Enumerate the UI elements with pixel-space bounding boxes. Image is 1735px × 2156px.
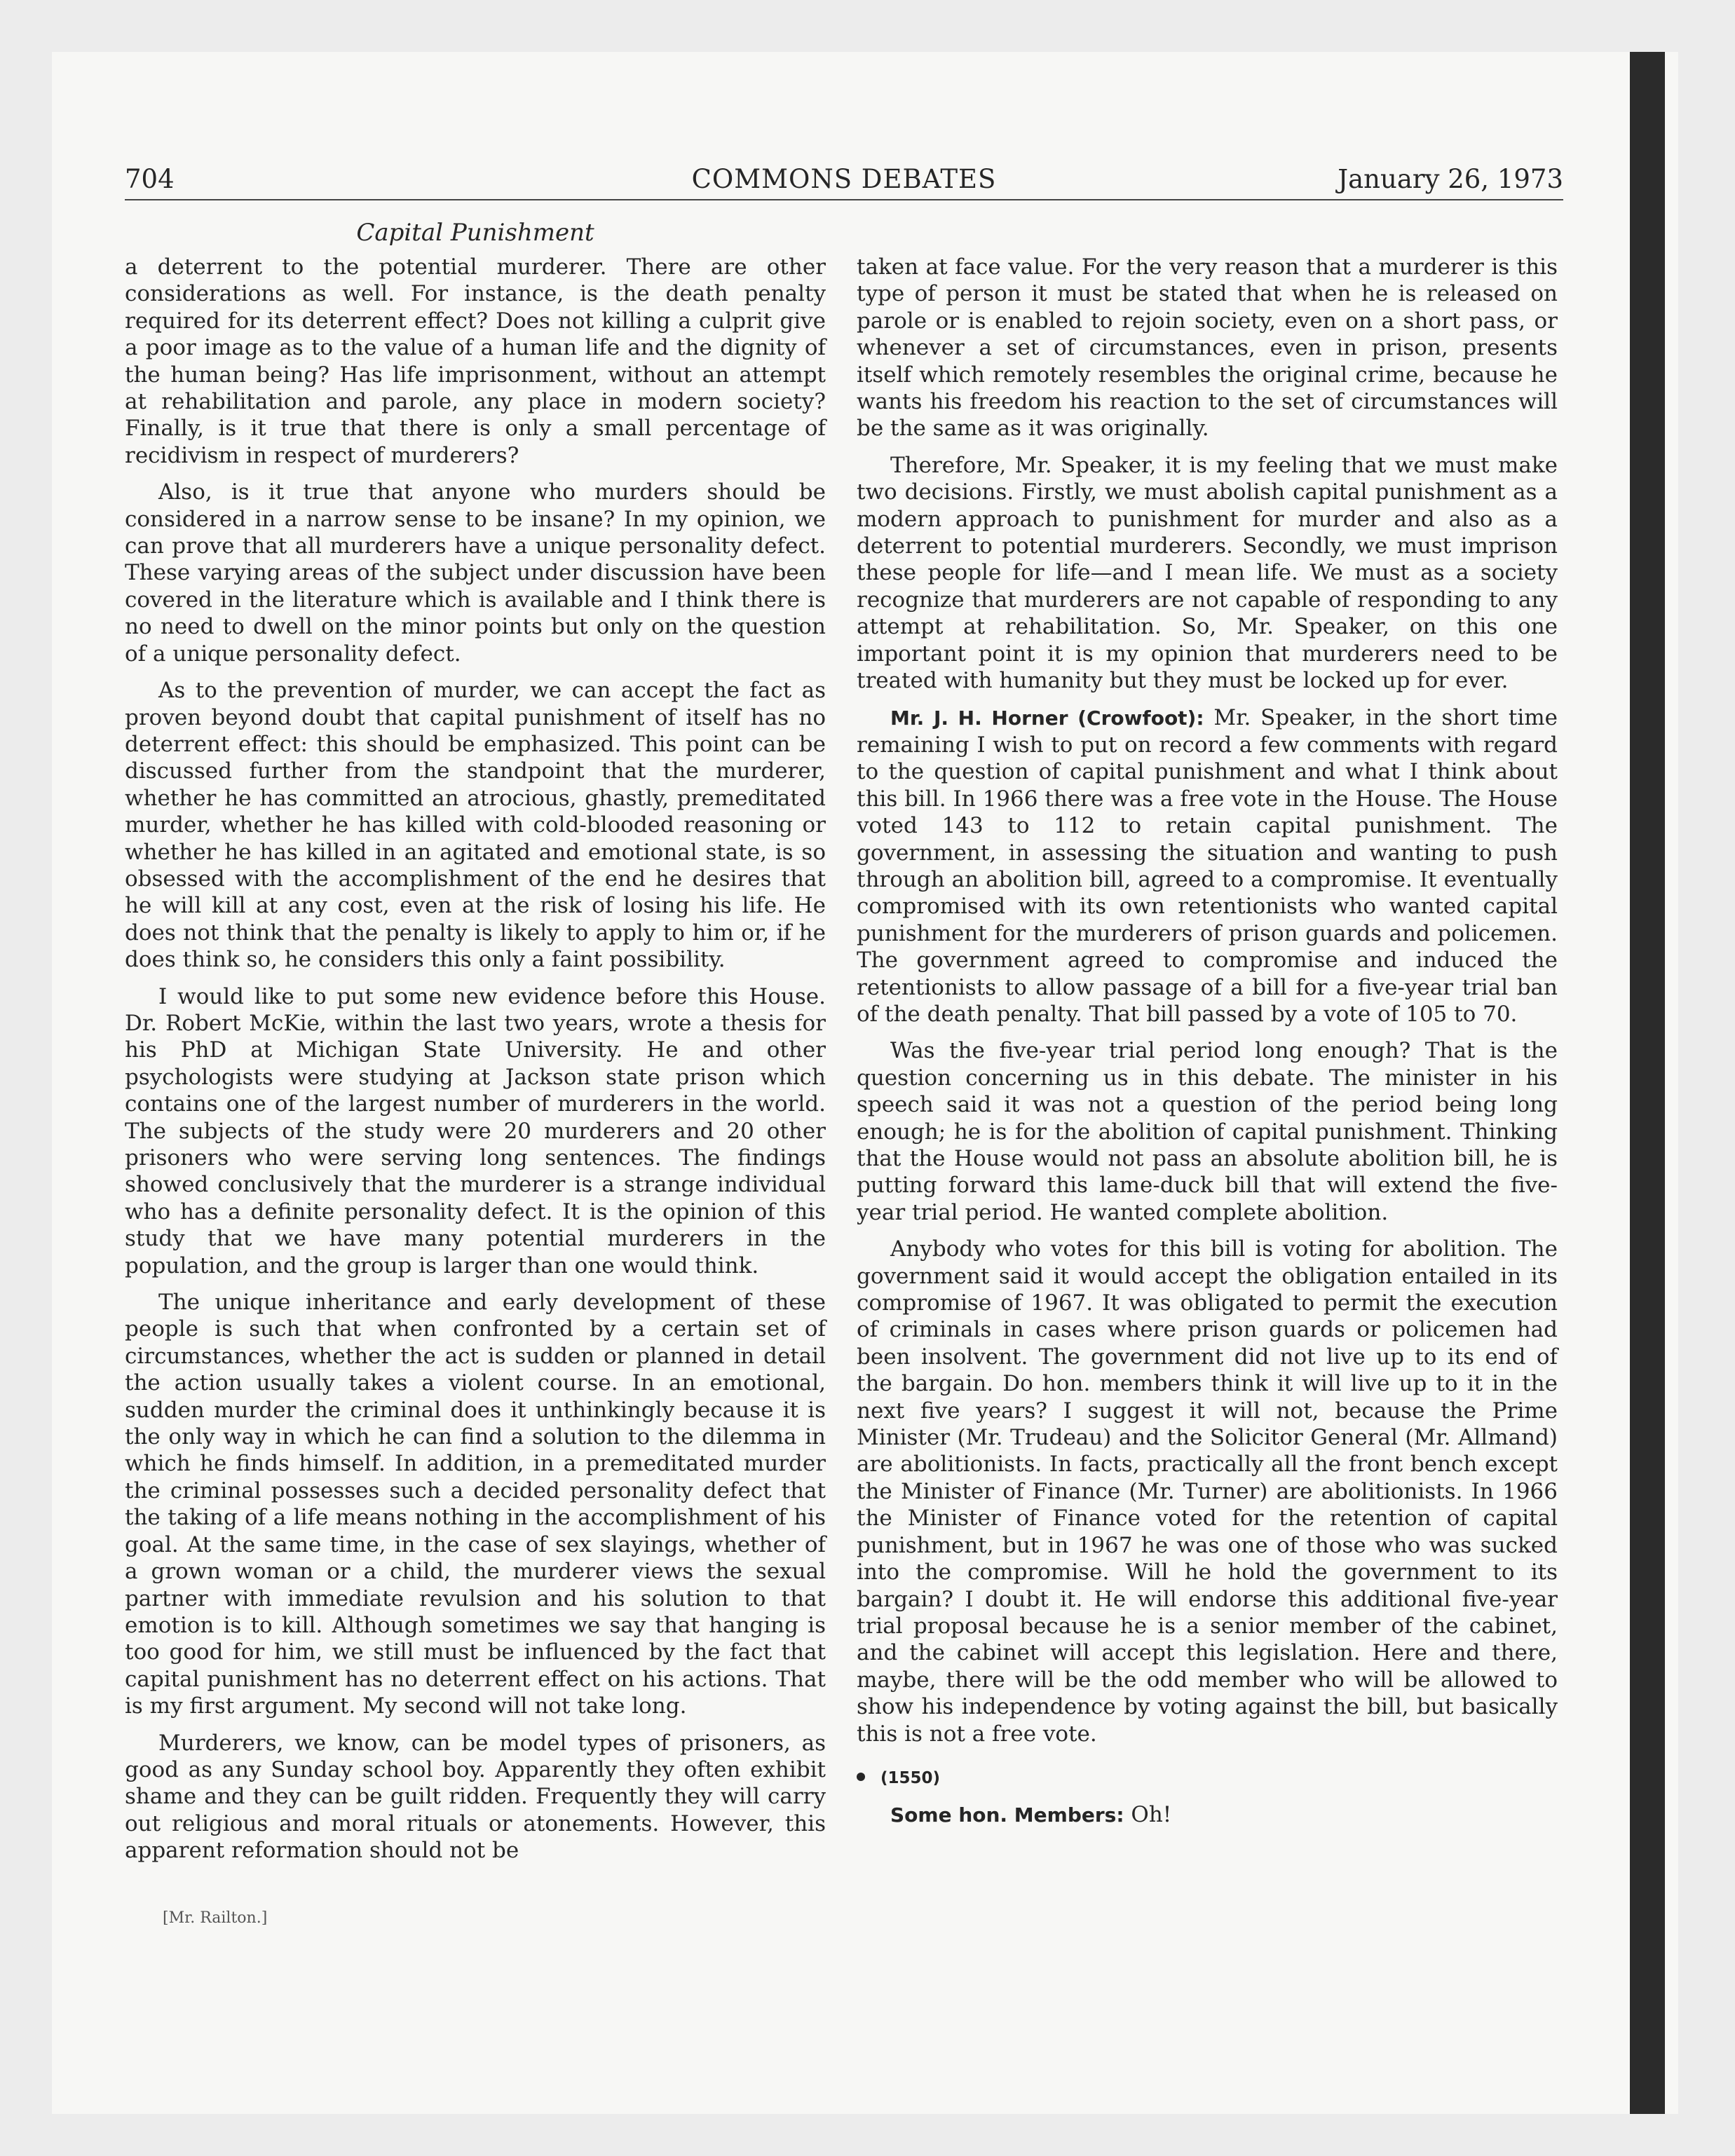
paragraph: As to the prevention of murder, we can accept the fact as proven beyond doubt that capital punishment of itself has no deterrent effect: this should be emphasized. This point can be discussed further from the standpoint that the murderer, whether he has committed an atrocious, ghastly, premeditated murder, whether he has killed with cold-blooded reasoning or whether he has killed in an agitated and emotional state, is so obsessed with the accomplishment of the end he desires that he will kill at any cost, even at the risk of losing his life. He does not think that the penalty is likely to apply to him or, if he does think so, he considers this only a faint possibility. xyxy=(125,678,826,973)
paragraph: Therefore, Mr. Speaker, it is my feeling that we must make two decisions. Firstly, we must abolish capital punishment as a modern approach to punishment for murder and also as a deterrent to potential murderers. Secondly, we must imprison these people for life—and I mean life. We must as a society recognize that murderers are not capable of responding to any attempt at rehabilitation. So, Mr. Speaker, on this one important point it is my opinion that murderers need to be treated with humanity but they must be locked up for ever. xyxy=(857,452,1558,694)
speech-members xyxy=(857,1801,1558,1829)
issue-date: January 26, 1973 xyxy=(1338,164,1563,194)
paragraph: Anybody who votes for this bill is voting for abolition. The government said it would accept the obligation entailed in its compromise of 1967. It was obligated to permit the execution of criminals in cases where prison guards or policemen had been insolvent. The government did not live up to its end of the bargain. Do hon. members think it will live up to it in the next five years? I suggest it will not, because the Prime Minister (Mr. Trudeau) and the Solicitor General (Mr. Allmand) are abolitionists. In facts, practically all the front bench except the Minister of Finance (Mr. Turner) are abolitionists. In 1966 the Minister of Finance voted for the retention of capital punishment, but in 1967 he was one of those who was sucked into the compromise. Will he hold the government to its bargain? I doubt it. He will endorse this additional five-year trial proposal because he is a senior member of the cabinet, and the cabinet will accept this legislation. Here and there, maybe, there will be the odd member who will be allowed to show his independence by voting against the bill, but basically this is not a free vote. xyxy=(857,1236,1558,1747)
bullet-icon xyxy=(857,1773,865,1781)
paragraph: I would like to put some new evidence before this House. Dr. Robert McKie, within the last two years, wrote a thesis for his PhD at Michigan State University. He and other psychologists were studying at Jackson state prison which contains one of the largest number of murderers in the world. The subjects of the study were 20 murderers and 20 other prisoners who were serving long sentences. The findings showed conclusively that the murderer is a strange individual who has a definite personality defect. It is the opinion of this study that we have many potential murderers in the population, and the group is larger than one would think. xyxy=(125,983,826,1278)
running-head xyxy=(125,160,1563,200)
paragraph: Also, is it true that anyone who murders should be considered in a narrow sense to be insane? In my opinion, we can prove that all murderers have a unique personality defect. These varying areas of the subject under discussion have been covered in the literature which is available and I think there is no need to dwell on the minor points but only on the question of a unique personality defect. xyxy=(125,479,826,667)
publication-title: COMMONS DEBATES xyxy=(691,164,997,194)
speaker-name: Some hon. Members: xyxy=(890,1803,1124,1827)
scan-edge xyxy=(1630,52,1665,2114)
speaker-footnote: [Mr. Railton.] xyxy=(163,1909,268,1927)
speech-horner xyxy=(857,704,1558,1028)
page-number: 704 xyxy=(125,164,175,194)
left-column xyxy=(125,254,826,1874)
right-column xyxy=(857,254,1558,1839)
speech-text: Oh! xyxy=(1124,1802,1172,1828)
paragraph: taken at face value. For the very reason that a murderer is this type of person it must be stated that when he is released on parole or is enabled to rejoin society, even on a short pass, or whenever a set of circumstances, even in prison, presents itself which remotely resembles the original crime, because he wants his freedom his reaction to the set of circumstances will be the same as it was originally. xyxy=(857,254,1558,442)
paragraph: The unique inheritance and early development of these people is such that when confronted by a certain set of circumstances, whether the act is sudden or planned in detail the action usually takes a violent course. In an emotional, sudden murder the criminal does it unthinkingly because it is the only way in which he can find a solution to the dilemma in which he finds himself. In addition, in a premeditated murder the criminal possesses such a decided personality defect that the taking of a life means nothing in the accomplishment of his goal. At the same time, in the case of sex slayings, whether of a grown woman or a child, the murderer views the sexual partner with immediate revulsion and his solution to that emotion is to kill. Although sometimes we say that hanging is too good for him, we still must be influenced by the fact that capital punishment has no deterrent effect on his actions. That is my first argument. My second will not take long. xyxy=(125,1290,826,1719)
timestamp-line xyxy=(857,1763,1558,1792)
paragraph: a deterrent to the potential murderer. There are other considerations as well. For instance, is the death penalty required for its deterrent effect? Does not killing a culprit give a poor image as to the value of a human life and the dignity of the human being? Has life imprisonment, without an attempt at rehabilitation and parole, any place in modern society? Finally, is it true that there is only a small percentage of recidivism in respect of murderers? xyxy=(125,254,826,468)
section-title: Capital Punishment xyxy=(356,219,594,247)
speech-text: Mr. Speaker, in the short time remaining I wish to put on record a few comments with regard to the question of capital punishment and what I think about this bill. In 1966 there was a free vote in the House. The House voted 143 to 112 to retain capital punishment. The government, in assessing the situation and wanting to push through an abolition bill, agreed to a compromise. It eventually compromised with its own retentionists who wanted capital punishment for the murderers of prison guards and policemen. The government agreed to compromise and induced the retentionists to allow passage of a bill for a five-year trial ban of the death penalty. That bill passed by a vote of 105 to 70. xyxy=(857,704,1558,1027)
timestamp: (1550) xyxy=(880,1768,941,1787)
speaker-name: Mr. J. H. Horner (Crowfoot): xyxy=(890,706,1204,730)
paragraph: Murderers, we know, can be model types of prisoners, as good as any Sunday school boy. Apparently they often exhibit shame and they can be guilt ridden. Frequently they will carry out religious and moral rituals or atonements. However, this apparent reformation should not be xyxy=(125,1730,826,1864)
paragraph: Was the five-year trial period long enough? That is the question concerning us in this debate. The minister in his speech said it was not a question of the period being long enough; he is for the abolition of capital punishment. Thinking that the House would not pass an absolute abolition bill, he is putting forward this lame-duck bill that will extend the five-year trial period. He wanted complete abolition. xyxy=(857,1038,1558,1225)
